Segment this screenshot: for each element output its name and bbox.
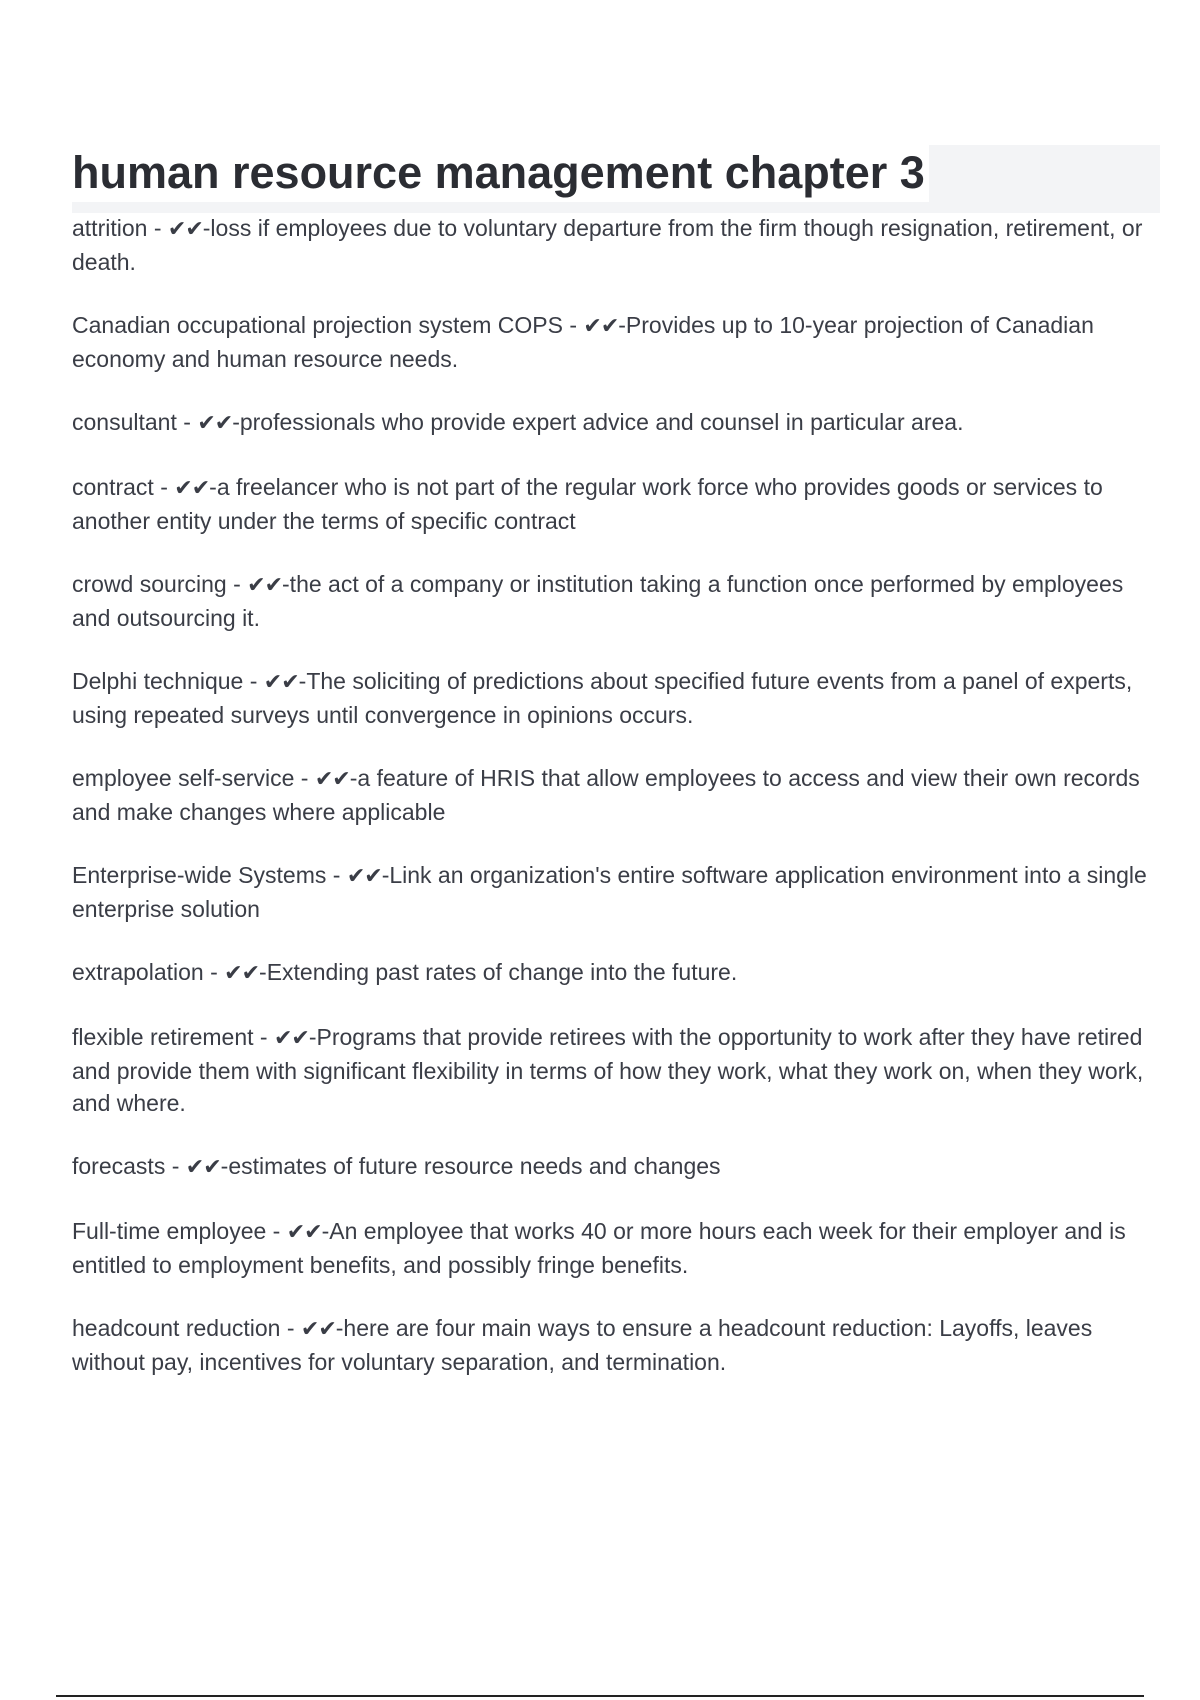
separator: - bbox=[226, 571, 248, 597]
double-check-icon: ✔✔ bbox=[185, 1155, 221, 1180]
definition: -a feature of HRIS that allow employees to access and view their own records and make changes where applicable bbox=[72, 765, 1140, 825]
double-check-icon: ✔✔ bbox=[273, 1026, 309, 1051]
glossary-entry bbox=[72, 309, 1162, 375]
glossary-entry bbox=[72, 212, 1162, 278]
term: Full-time employee bbox=[72, 1218, 267, 1244]
definition: -Provides up to 10-year projection of Canadian economy and human resource needs. bbox=[72, 312, 1094, 372]
separator: - bbox=[280, 1315, 301, 1341]
double-check-icon: ✔✔ bbox=[583, 314, 619, 339]
term: headcount reduction bbox=[72, 1315, 281, 1341]
double-check-icon: ✔✔ bbox=[314, 767, 350, 792]
term: contract bbox=[72, 474, 154, 500]
glossary-entry bbox=[72, 859, 1162, 925]
definition: -Programs that provide retirees with the opportunity to work after they have retired and provide them with significant flexibility in terms of how they work, what they work on, when they work, and where. bbox=[72, 1024, 1144, 1116]
glossary-entry bbox=[72, 762, 1162, 828]
footer-divider bbox=[56, 1695, 1144, 1697]
separator: - bbox=[153, 474, 175, 500]
double-check-icon: ✔✔ bbox=[197, 411, 233, 436]
term: Delphi technique bbox=[72, 668, 244, 694]
term: Canadian occupational projection system COPS bbox=[72, 312, 563, 338]
glossary-entry bbox=[72, 1150, 1162, 1184]
glossary-entry bbox=[72, 1215, 1162, 1281]
glossary-entry bbox=[72, 956, 1162, 990]
page-title: human resource management chapter 3 bbox=[72, 144, 929, 202]
separator: - bbox=[266, 1218, 287, 1244]
separator: - bbox=[562, 312, 584, 338]
definition: -The soliciting of predictions about specified future events from a panel of experts, using repeated surveys until convergence in opinions occurs. bbox=[72, 668, 1133, 728]
double-check-icon: ✔✔ bbox=[247, 573, 283, 598]
term: employee self-service bbox=[72, 765, 295, 791]
glossary-entry bbox=[72, 665, 1162, 731]
glossary-entry bbox=[72, 471, 1162, 537]
term: flexible retirement bbox=[72, 1024, 254, 1050]
separator: - bbox=[165, 1153, 186, 1179]
term: extrapolation bbox=[72, 959, 204, 985]
double-check-icon: ✔✔ bbox=[300, 1317, 336, 1342]
double-check-icon: ✔✔ bbox=[286, 1220, 322, 1245]
double-check-icon: ✔✔ bbox=[174, 476, 210, 501]
definition: -loss if employees due to voluntary departure from the firm though resignation, retirement, or death. bbox=[72, 215, 1143, 275]
double-check-icon: ✔✔ bbox=[224, 961, 260, 986]
definition: -a freelancer who is not part of the regular work force who provides goods or services to another entity under the terms of specific contract bbox=[72, 474, 1103, 534]
separator: - bbox=[176, 409, 198, 435]
separator: - bbox=[326, 862, 347, 888]
term: Enterprise-wide Systems bbox=[72, 862, 327, 888]
term: consultant bbox=[72, 409, 177, 435]
definition: -Extending past rates of change into the future. bbox=[259, 959, 738, 985]
glossary-list bbox=[72, 212, 1162, 1409]
definition: -An employee that works 40 or more hours each week for their employer and is entitled to employment benefits, and possibly fringe benefits. bbox=[72, 1218, 1126, 1278]
term: crowd sourcing bbox=[72, 571, 227, 597]
definition: -Link an organization's entire software application environment into a single enterprise solution bbox=[72, 862, 1147, 922]
double-check-icon: ✔✔ bbox=[167, 217, 203, 242]
separator: - bbox=[253, 1024, 274, 1050]
term: forecasts bbox=[72, 1153, 166, 1179]
separator: - bbox=[243, 668, 264, 694]
glossary-entry bbox=[72, 1021, 1162, 1119]
term: attrition bbox=[72, 215, 148, 241]
definition: -the act of a company or institution taking a function once performed by employees and outsourcing it. bbox=[72, 571, 1124, 631]
glossary-entry bbox=[72, 406, 1162, 440]
glossary-entry bbox=[72, 568, 1162, 634]
double-check-icon: ✔✔ bbox=[263, 670, 299, 695]
definition: -professionals who provide expert advice and counsel in particular area. bbox=[232, 409, 964, 435]
separator: - bbox=[203, 959, 225, 985]
definition: -here are four main ways to ensure a headcount reduction: Layoffs, leaves without pay, incentives for voluntary separation, and termination. bbox=[72, 1315, 1093, 1375]
glossary-entry bbox=[72, 1312, 1162, 1378]
separator: - bbox=[294, 765, 315, 791]
definition: -estimates of future resource needs and changes bbox=[220, 1153, 721, 1179]
double-check-icon: ✔✔ bbox=[346, 864, 382, 889]
separator: - bbox=[147, 215, 168, 241]
